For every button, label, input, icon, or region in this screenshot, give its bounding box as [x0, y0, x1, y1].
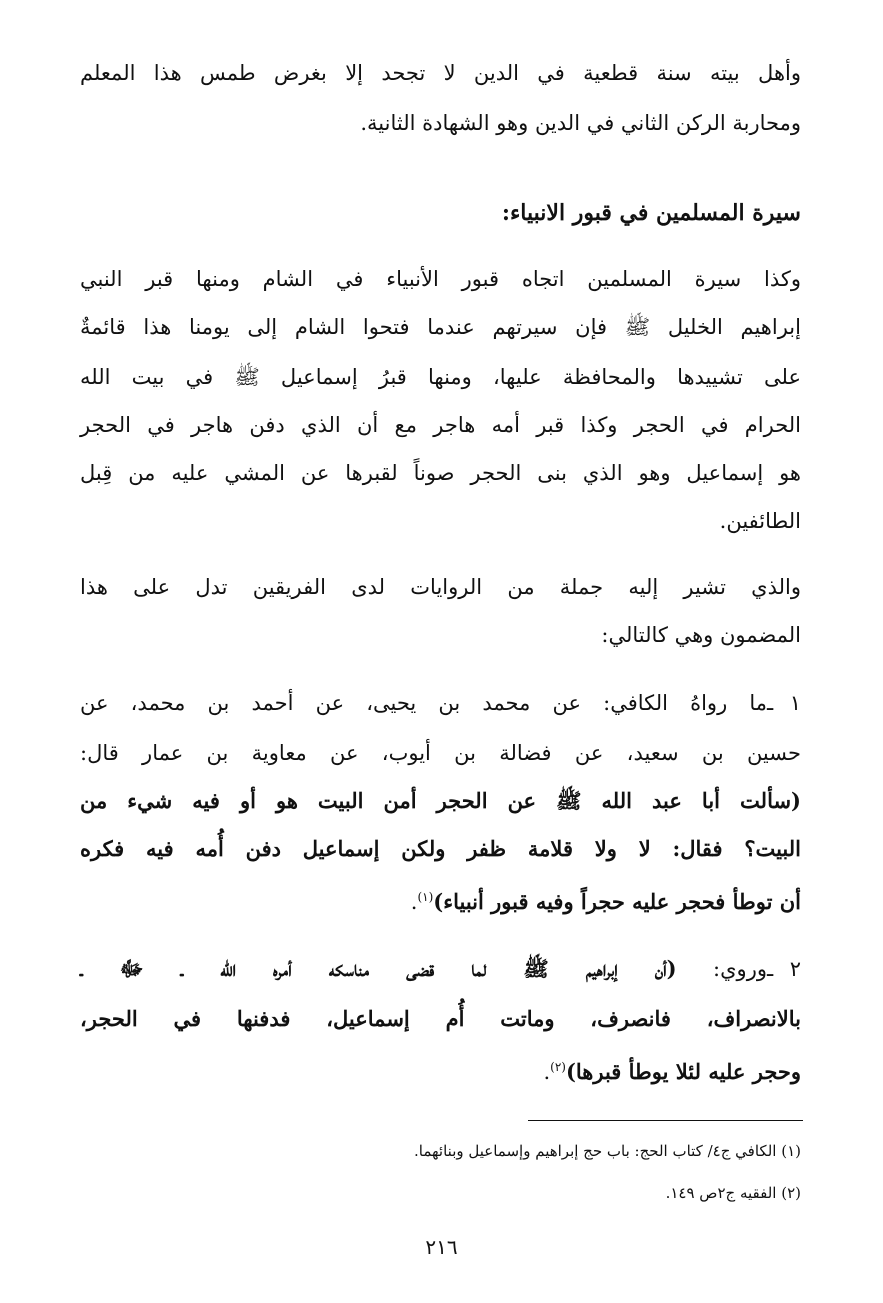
footnote-ref-1: (١): [417, 890, 434, 904]
paragraph-2-line-1: والذي تشير إليه جملة من الروايات لدى الفريقين تدل على هذا: [80, 575, 801, 599]
footnote-2-text: الفقيه ج٢ص ١٤٩.: [665, 1184, 777, 1202]
item-2-line-3-text: وحجر عليه لئلا يوطأ قبرها): [565, 1059, 801, 1084]
paragraph-1-line-5: هو إسماعيل وهو الذي بنى الحجر صوناً لقبرها عن المشي عليه من قِبل: [80, 461, 801, 485]
intro-line-2: ومحاربة الركن الثاني في الدين وهو الشهادة الثانية.: [360, 111, 801, 135]
paragraph-1-line-1: وكذا سيرة المسلمين اتجاه قبور الأنبياء في الشام ومنها قبر النبي: [80, 267, 801, 291]
item-2-line-1-bold: (أن إبراهيم ﷺ لما قضى مناسكه أمره الله ـ ﷻ ـ: [80, 956, 677, 981]
item-1-line-1: [80, 688, 801, 718]
item-1-line-5: [411, 882, 801, 917]
page-number: ٢١٦: [425, 1235, 458, 1259]
item-1-line-2: حسين بن سعيد، عن فضالة بن أيوب، عن معاوية بن عمار قال:: [80, 741, 801, 765]
item-2-number: ٢ ـ: [766, 957, 801, 981]
section-heading: سيرة المسلمين في قبور الانبياء:: [501, 200, 801, 226]
footnote-1: [414, 1140, 801, 1162]
paragraph-2-line-2: المضمون وهي كالتالي:: [601, 623, 801, 647]
footnote-2: [666, 1182, 801, 1204]
item-1-line-3: (سألت أبا عبد الله ﷺ عن الحجر أمن البيت هو أو فيه شيء من: [80, 788, 801, 813]
footnote-2-marker: (٢): [781, 1184, 801, 1202]
footnote-divider: [528, 1120, 803, 1121]
item-1-number: ١ ـ: [767, 691, 801, 715]
item-1-line-5-end: .: [410, 890, 418, 914]
paragraph-1-line-2: إبراهيم الخليل ﷺ فإن سيرتهم عندما فتحوا الشام إلى يومنا هذا قائمةٌ: [80, 315, 801, 339]
intro-line-1: وأهل بيته سنة قطعية في الدين لا تجحد إلا بغرض طمس هذا المعلم: [80, 61, 801, 85]
paragraph-1-line-6: الطائفين.: [719, 509, 801, 533]
paragraph-1-line-4: الحرام في الحجر وكذا قبر أمه هاجر مع أن الذي دفن هاجر في الحجر: [80, 413, 801, 437]
item-1-line-4: البيت؟ فقال: لا ولا قلامة ظفر ولكن إسماعيل دفن أُمه فيه فكره: [80, 836, 801, 861]
footnote-ref-2: (٢): [550, 1060, 566, 1074]
item-2-line-1: [80, 954, 801, 984]
item-1-line-5-text: أن توطأ فحجر عليه حجراً وفيه قبور أنبياء): [433, 889, 801, 914]
item-2-line-2: بالانصراف، فانصرف، وماتت أُم إسماعيل، فدفنها في الحجر،: [80, 1006, 801, 1031]
item-1-line-1-text: ما رواهُ الكافي: عن محمد بن يحيى، عن أحمد بن محمد، عن: [80, 691, 767, 715]
footnote-1-marker: (١): [781, 1142, 801, 1160]
item-2-line-3-end: .: [543, 1060, 551, 1084]
footnote-1-text: الكافي ج٤/ كتاب الحج: باب حج إبراهيم وإسماعيل وبنائهما.: [414, 1142, 777, 1160]
item-2-line-1-plain: وروي:: [676, 957, 767, 981]
paragraph-1-line-3: على تشييدها والمحافظة عليها، ومنها قبرُ إسماعيل ﷺ في بيت الله: [80, 365, 801, 389]
item-2-line-3: [543, 1052, 801, 1087]
